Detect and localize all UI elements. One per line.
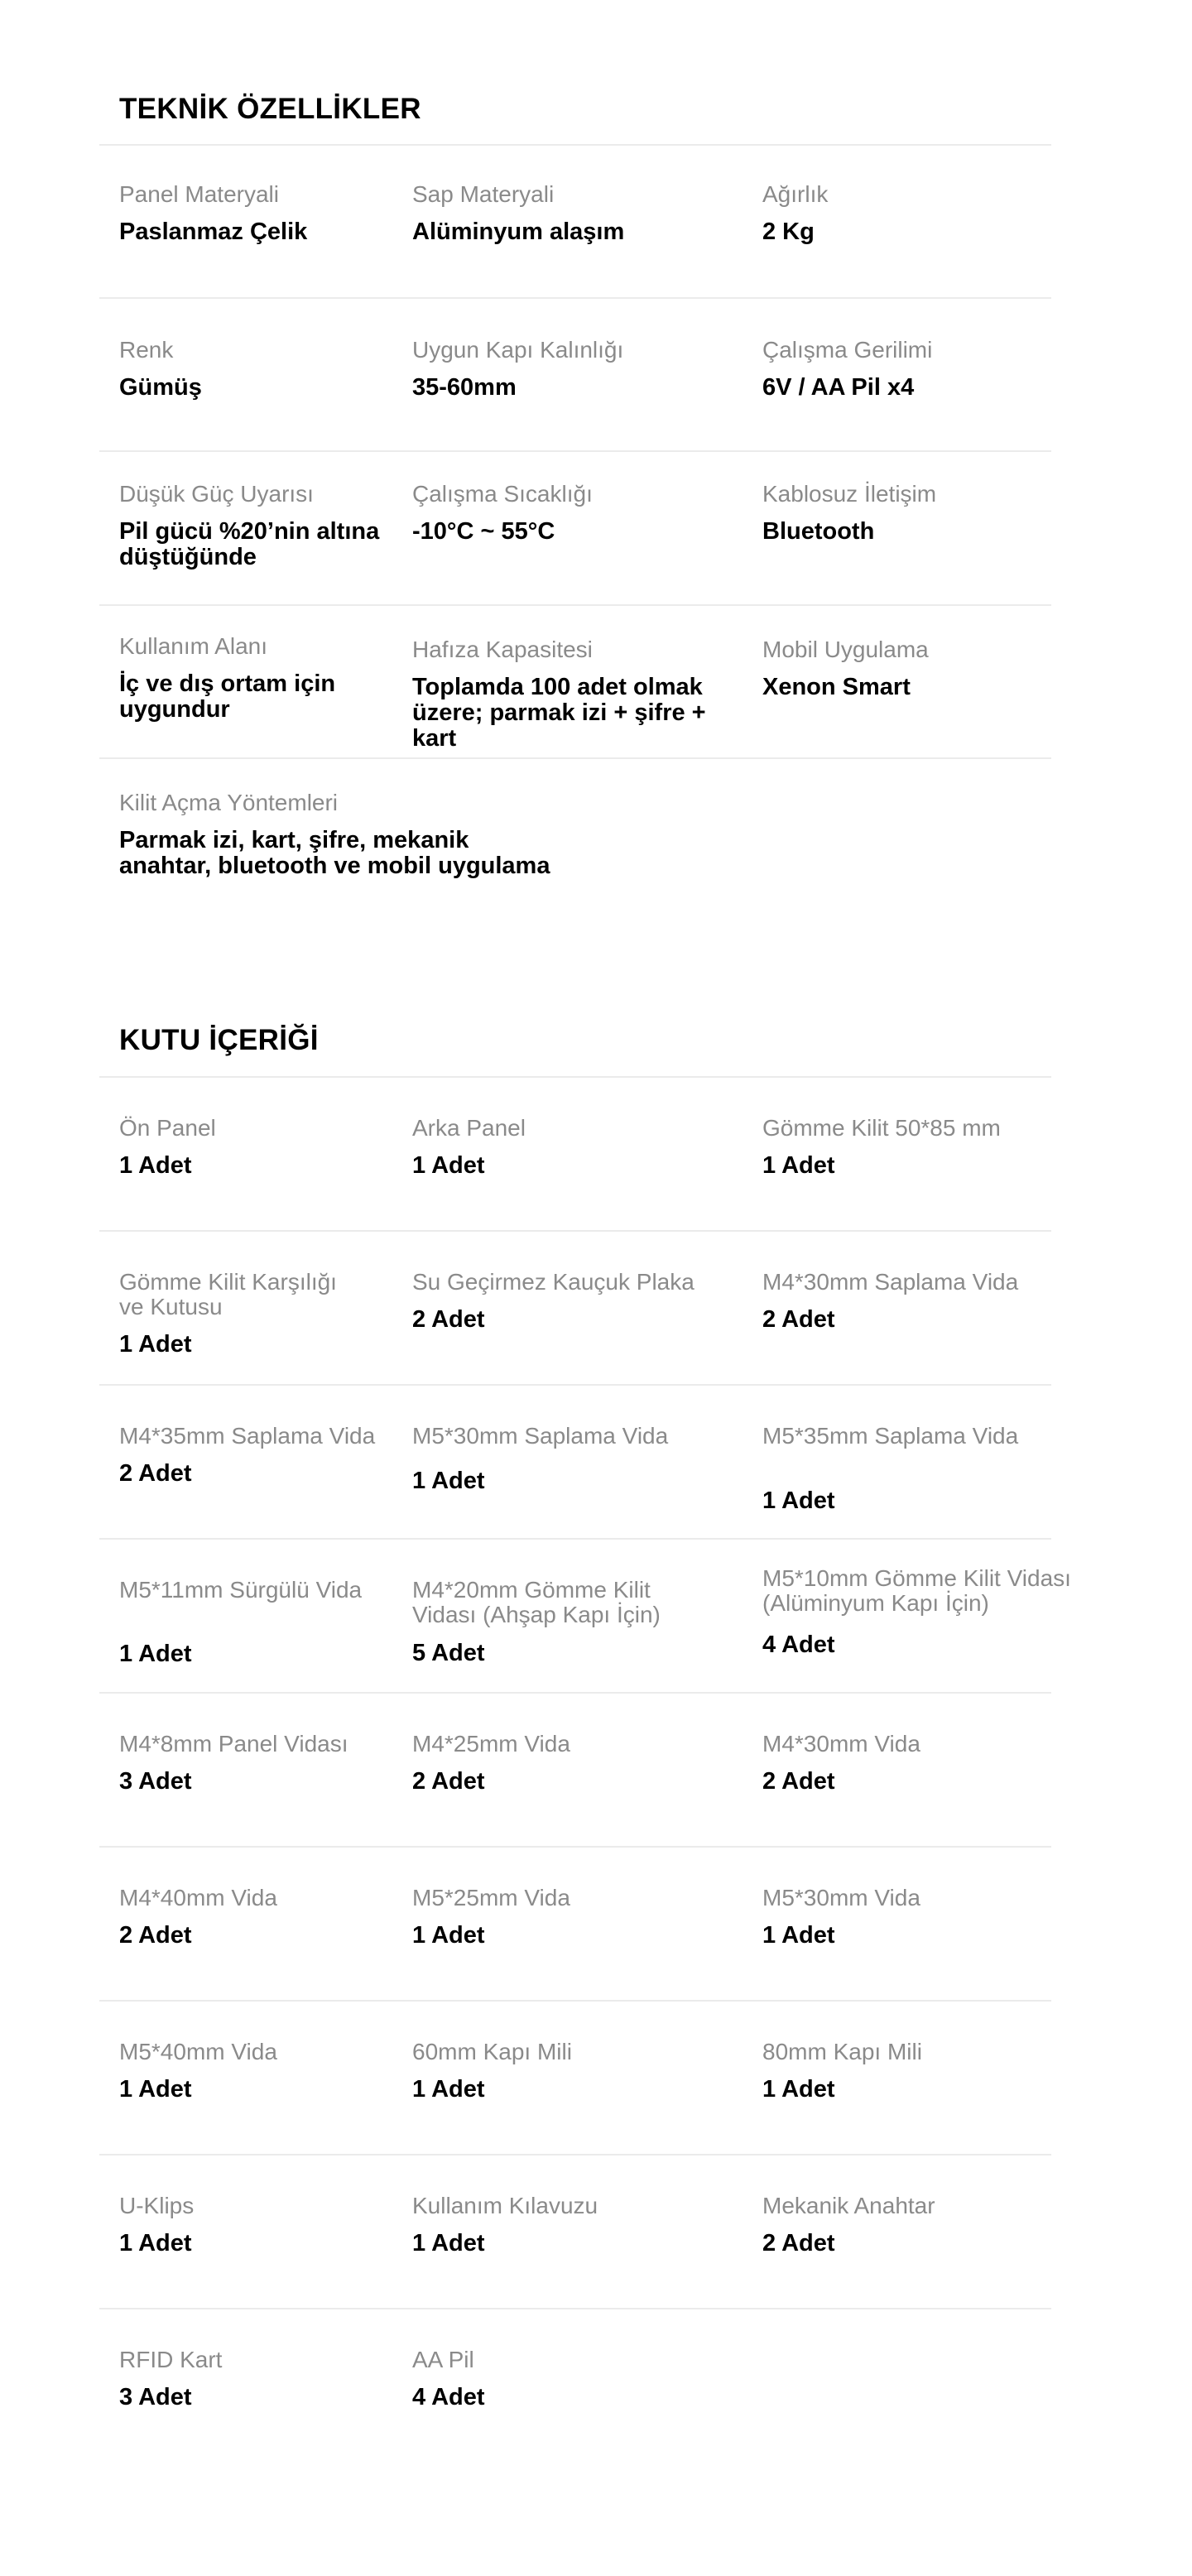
box-item-qty: 2 Adet: [762, 1768, 835, 1795]
box-item-label: M4*30mm Saplama Vida: [762, 1269, 1019, 1295]
box-item: [412, 1270, 752, 1333]
box-item-label: Mekanik Anahtar: [762, 2193, 935, 2218]
box-item-label: M4*30mm Vida: [762, 1731, 920, 1757]
box-item-qty: 1 Adet: [119, 1152, 192, 1179]
box-item-label: U-Klips: [119, 2193, 195, 2218]
spec-item: [412, 482, 752, 545]
box-item: [119, 1732, 401, 1795]
box-item-qty: 1 Adet: [412, 2076, 485, 2103]
spec-value: Xenon Smart: [762, 674, 911, 700]
spec-label: Sap Materyali: [412, 181, 555, 207]
spec-label: Kilit Açma Yöntemleri: [119, 790, 339, 815]
spec-item: [119, 791, 616, 879]
spec-value: Pil gücü %20’nin altına düştüğünde: [119, 518, 380, 570]
box-item: [412, 1424, 752, 1494]
box-item-label: Kullanım Kılavuzu: [412, 2193, 598, 2218]
box-item: [119, 1424, 401, 1487]
box-row: [0, 2348, 1192, 2502]
box-item-label: M5*10mm Gömme Kilit Vidası (Alüminyum Kapı İçin): [762, 1565, 1071, 1616]
spec-value: Bluetooth: [762, 518, 875, 545]
box-item: [762, 2194, 1127, 2256]
box-item: [412, 2194, 752, 2256]
specs-title: TEKNİK ÖZELLİKLER: [119, 93, 421, 125]
box-item-label: M5*11mm Sürgülü Vida: [119, 1577, 363, 1603]
spec-label: Renk: [119, 337, 174, 363]
box-item: [762, 1886, 1127, 1949]
box-item-qty: 4 Adet: [412, 2384, 485, 2410]
box-item-label: M5*40mm Vida: [119, 2039, 277, 2064]
spec-item: [762, 637, 1127, 700]
row-divider: [99, 1692, 1051, 1694]
spec-label: Kullanım Alanı: [119, 633, 267, 659]
box-item: [412, 1578, 752, 1666]
box-item-qty: 1 Adet: [119, 2230, 192, 2256]
spec-value: Parmak izi, kart, şifre, mekanik anahtar, bluetooth ve mobil uygulama: [119, 827, 550, 879]
box-item-qty: 1 Adet: [119, 2076, 192, 2103]
box-title: KUTU İÇERİĞİ: [119, 1024, 319, 1056]
box-item-label: Gömme Kilit 50*85 mm: [762, 1115, 1001, 1141]
box-item-label: M4*20mm Gömme Kilit Vidası (Ahşap Kapı İçin): [412, 1577, 661, 1627]
spec-value: 6V / AA Pil x4: [762, 374, 915, 401]
row-divider: [99, 757, 1051, 759]
box-item-qty: 2 Adet: [412, 1306, 485, 1333]
spec-item: [412, 637, 752, 752]
spec-item: [119, 182, 401, 245]
box-item: [762, 1116, 1127, 1179]
box-item-label: 60mm Kapı Mili: [412, 2039, 572, 2064]
row-divider: [99, 2154, 1051, 2155]
box-item: [119, 1886, 401, 1949]
spec-label: Hafıza Kapasitesi: [412, 637, 593, 662]
box-item-label: AA Pil: [412, 2347, 474, 2372]
box-item: [412, 1886, 752, 1949]
spec-item: [119, 482, 401, 570]
row-divider: [99, 450, 1051, 452]
box-item-label: M5*30mm Saplama Vida: [412, 1423, 669, 1449]
row-divider: [99, 2000, 1051, 2002]
box-item-qty: 1 Adet: [762, 1152, 835, 1179]
spec-item: [762, 482, 1127, 545]
box-item: [119, 2040, 401, 2103]
box-item-qty: 1 Adet: [762, 1487, 835, 1514]
box-item-qty: 1 Adet: [119, 1331, 192, 1358]
row-divider: [99, 1538, 1051, 1540]
spec-value: Gümüş: [119, 374, 202, 401]
spec-value: 35-60mm: [412, 374, 517, 401]
box-item-label: Ön Panel: [119, 1115, 216, 1141]
specs-title-divider: [99, 144, 1051, 146]
box-item-qty: 2 Adet: [762, 2230, 835, 2256]
spec-label: Çalışma Sıcaklığı: [412, 481, 593, 507]
row-divider: [99, 2308, 1051, 2309]
box-item-qty: 1 Adet: [762, 1922, 835, 1949]
box-item-label: Gömme Kilit Karşılığı ve Kutusu: [119, 1269, 337, 1319]
box-item-label: M5*30mm Vida: [762, 1885, 920, 1910]
spec-item: [119, 338, 401, 401]
spec-row: [0, 634, 1192, 788]
row-divider: [99, 1846, 1051, 1848]
box-item-qty: 4 Adet: [762, 1632, 835, 1658]
box-item: [119, 1270, 401, 1358]
box-title-divider: [99, 1076, 1051, 1078]
spec-item: [119, 634, 401, 723]
row-divider: [99, 1384, 1051, 1386]
box-item: [762, 1566, 1127, 1658]
spec-label: Uygun Kapı Kalınlığı: [412, 337, 624, 363]
box-row: [0, 1270, 1192, 1424]
box-item: [412, 2040, 752, 2103]
spec-label: Panel Materyali: [119, 181, 279, 207]
box-item-label: RFID Kart: [119, 2347, 223, 2372]
box-item-qty: 1 Adet: [412, 1922, 485, 1949]
box-item-label: M4*8mm Panel Vidası: [119, 1731, 348, 1757]
spec-value: 2 Kg: [762, 219, 815, 245]
box-item-qty: 2 Adet: [119, 1460, 192, 1487]
box-item: [119, 2194, 401, 2256]
box-item-qty: 1 Adet: [412, 1152, 485, 1179]
box-row: [0, 1732, 1192, 1886]
box-item-label: M4*35mm Saplama Vida: [119, 1423, 376, 1449]
spec-row: [0, 482, 1192, 636]
box-item: [119, 1116, 401, 1179]
box-item-qty: 5 Adet: [412, 1640, 485, 1666]
spec-value: Paslanmaz Çelik: [119, 219, 308, 245]
box-item: [762, 1270, 1127, 1333]
box-item-qty: 2 Adet: [412, 1768, 485, 1795]
spec-value: -10°C ~ 55°C: [412, 518, 555, 545]
box-row: [0, 1886, 1192, 2040]
spec-value: İç ve dış ortam için uygundur: [119, 670, 336, 723]
spec-label: Ağırlık: [762, 181, 829, 207]
spec-value: Alüminyum alaşım: [412, 219, 625, 245]
spec-item: [412, 338, 752, 401]
box-item-qty: 1 Adet: [412, 2230, 485, 2256]
box-item-label: 80mm Kapı Mili: [762, 2039, 922, 2064]
box-item: [119, 1578, 401, 1667]
spec-label: Mobil Uygulama: [762, 637, 929, 662]
spec-row: [0, 338, 1192, 492]
spec-label: Çalışma Gerilimi: [762, 337, 933, 363]
box-row: [0, 1424, 1192, 1578]
spec-value: Toplamda 100 adet olmak üzere; parmak izi + şifre + kart: [412, 674, 706, 752]
spec-label: Kablosuz İletişim: [762, 481, 937, 507]
box-row: [0, 2040, 1192, 2194]
box-item: [412, 2348, 752, 2410]
box-item: [412, 1116, 752, 1179]
box-item: [762, 1424, 1127, 1514]
box-item-label: M5*35mm Saplama Vida: [762, 1423, 1019, 1449]
row-divider: [99, 604, 1051, 606]
spec-row: [0, 182, 1192, 336]
box-item-label: Su Geçirmez Kauçuk Plaka: [412, 1269, 695, 1295]
row-divider: [99, 1230, 1051, 1232]
row-divider: [99, 297, 1051, 299]
box-item-label: M4*40mm Vida: [119, 1885, 277, 1910]
spec-label: Düşük Güç Uyarısı: [119, 481, 314, 507]
box-item-label: M4*25mm Vida: [412, 1731, 570, 1757]
box-item-qty: 2 Adet: [762, 1306, 835, 1333]
box-item: [762, 1732, 1127, 1795]
spec-item: [412, 182, 752, 245]
spec-item: [762, 338, 1127, 401]
box-item-qty: 1 Adet: [412, 1468, 485, 1494]
box-row: [0, 2194, 1192, 2348]
box-item-label: Arka Panel: [412, 1115, 526, 1141]
box-item: [119, 2348, 401, 2410]
box-item-qty: 1 Adet: [119, 1641, 192, 1667]
box-item-qty: 3 Adet: [119, 2384, 192, 2410]
box-row: [0, 1116, 1192, 1270]
spec-row: [0, 791, 1192, 944]
box-row: [0, 1566, 1192, 1720]
box-item-label: M5*25mm Vida: [412, 1885, 570, 1910]
spec-item: [762, 182, 1127, 245]
box-item: [412, 1732, 752, 1795]
box-item: [762, 2040, 1127, 2103]
box-item-qty: 3 Adet: [119, 1768, 192, 1795]
box-item-qty: 1 Adet: [762, 2076, 835, 2103]
box-item-qty: 2 Adet: [119, 1922, 192, 1949]
